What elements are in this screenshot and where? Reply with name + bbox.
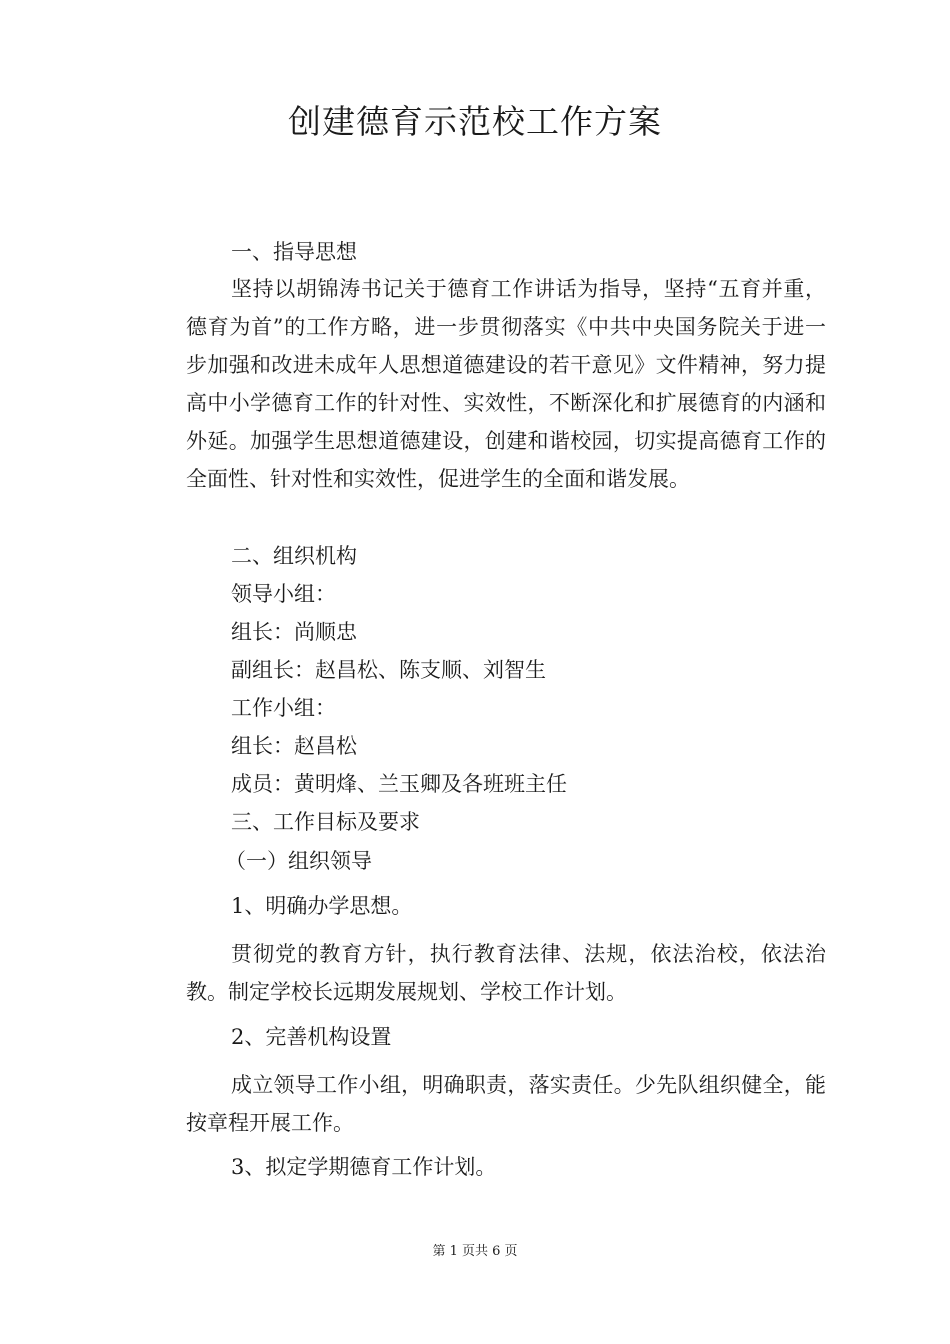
item-heading-3: 3、拟定学期德育工作计划。 (231, 1155, 497, 1179)
item-heading-2: 2、完善机构设置 (231, 1025, 392, 1049)
page-indicator: 第 1 页共 6 页 (432, 1244, 518, 1259)
subsection-heading-leadership: （一）组织领导 (225, 849, 372, 873)
paragraph-item-1: 贯彻党的教育方针，执行教育法律、法规，依法治校，依法治教。制定学校长远期发展规划、学校工作计划。 (186, 942, 826, 1004)
paragraph-guiding-thought: 坚持以胡锦涛书记关于德育工作讲话为指导，坚持“五育并重，德育为首”的工作方略，进一步贯彻落实《中共中央国务院关于进一步加强和改进未成年人思想道德建设的若干意见》文件精神，努力提高中小学德育工作的针对性、实效性，不断深化和扩展德育的内涵和外延。加强学生思想道德建设，创建和谐校园，切实提高德育工作的全面性、针对性和实效性，促进学生的全面和谐发展。 (186, 277, 826, 491)
leading-group-deputies: 副组长：赵昌松、陈支顺、刘智生 (231, 658, 546, 682)
section-heading-organization: 二、组织机构 (231, 544, 357, 568)
working-group-label: 工作小组： (231, 696, 336, 720)
paragraph-item-2: 成立领导工作小组，明确职责，落实责任。少先队组织健全，能按章程开展工作。 (186, 1073, 826, 1135)
working-group-members: 成员：黄明烽、兰玉卿及各班班主任 (231, 772, 567, 796)
section-heading-goals: 三、工作目标及要求 (231, 810, 420, 834)
page-title: 创建德育示范校工作方案 (288, 102, 662, 141)
section-heading-guiding-thought: 一、指导思想 (231, 240, 357, 264)
item-heading-1: 1、明确办学思想。 (231, 894, 413, 918)
working-group-leader: 组长：赵昌松 (231, 734, 357, 758)
leading-group-leader: 组长：尚顺忠 (231, 620, 357, 644)
leading-group-label: 领导小组： (231, 582, 336, 606)
